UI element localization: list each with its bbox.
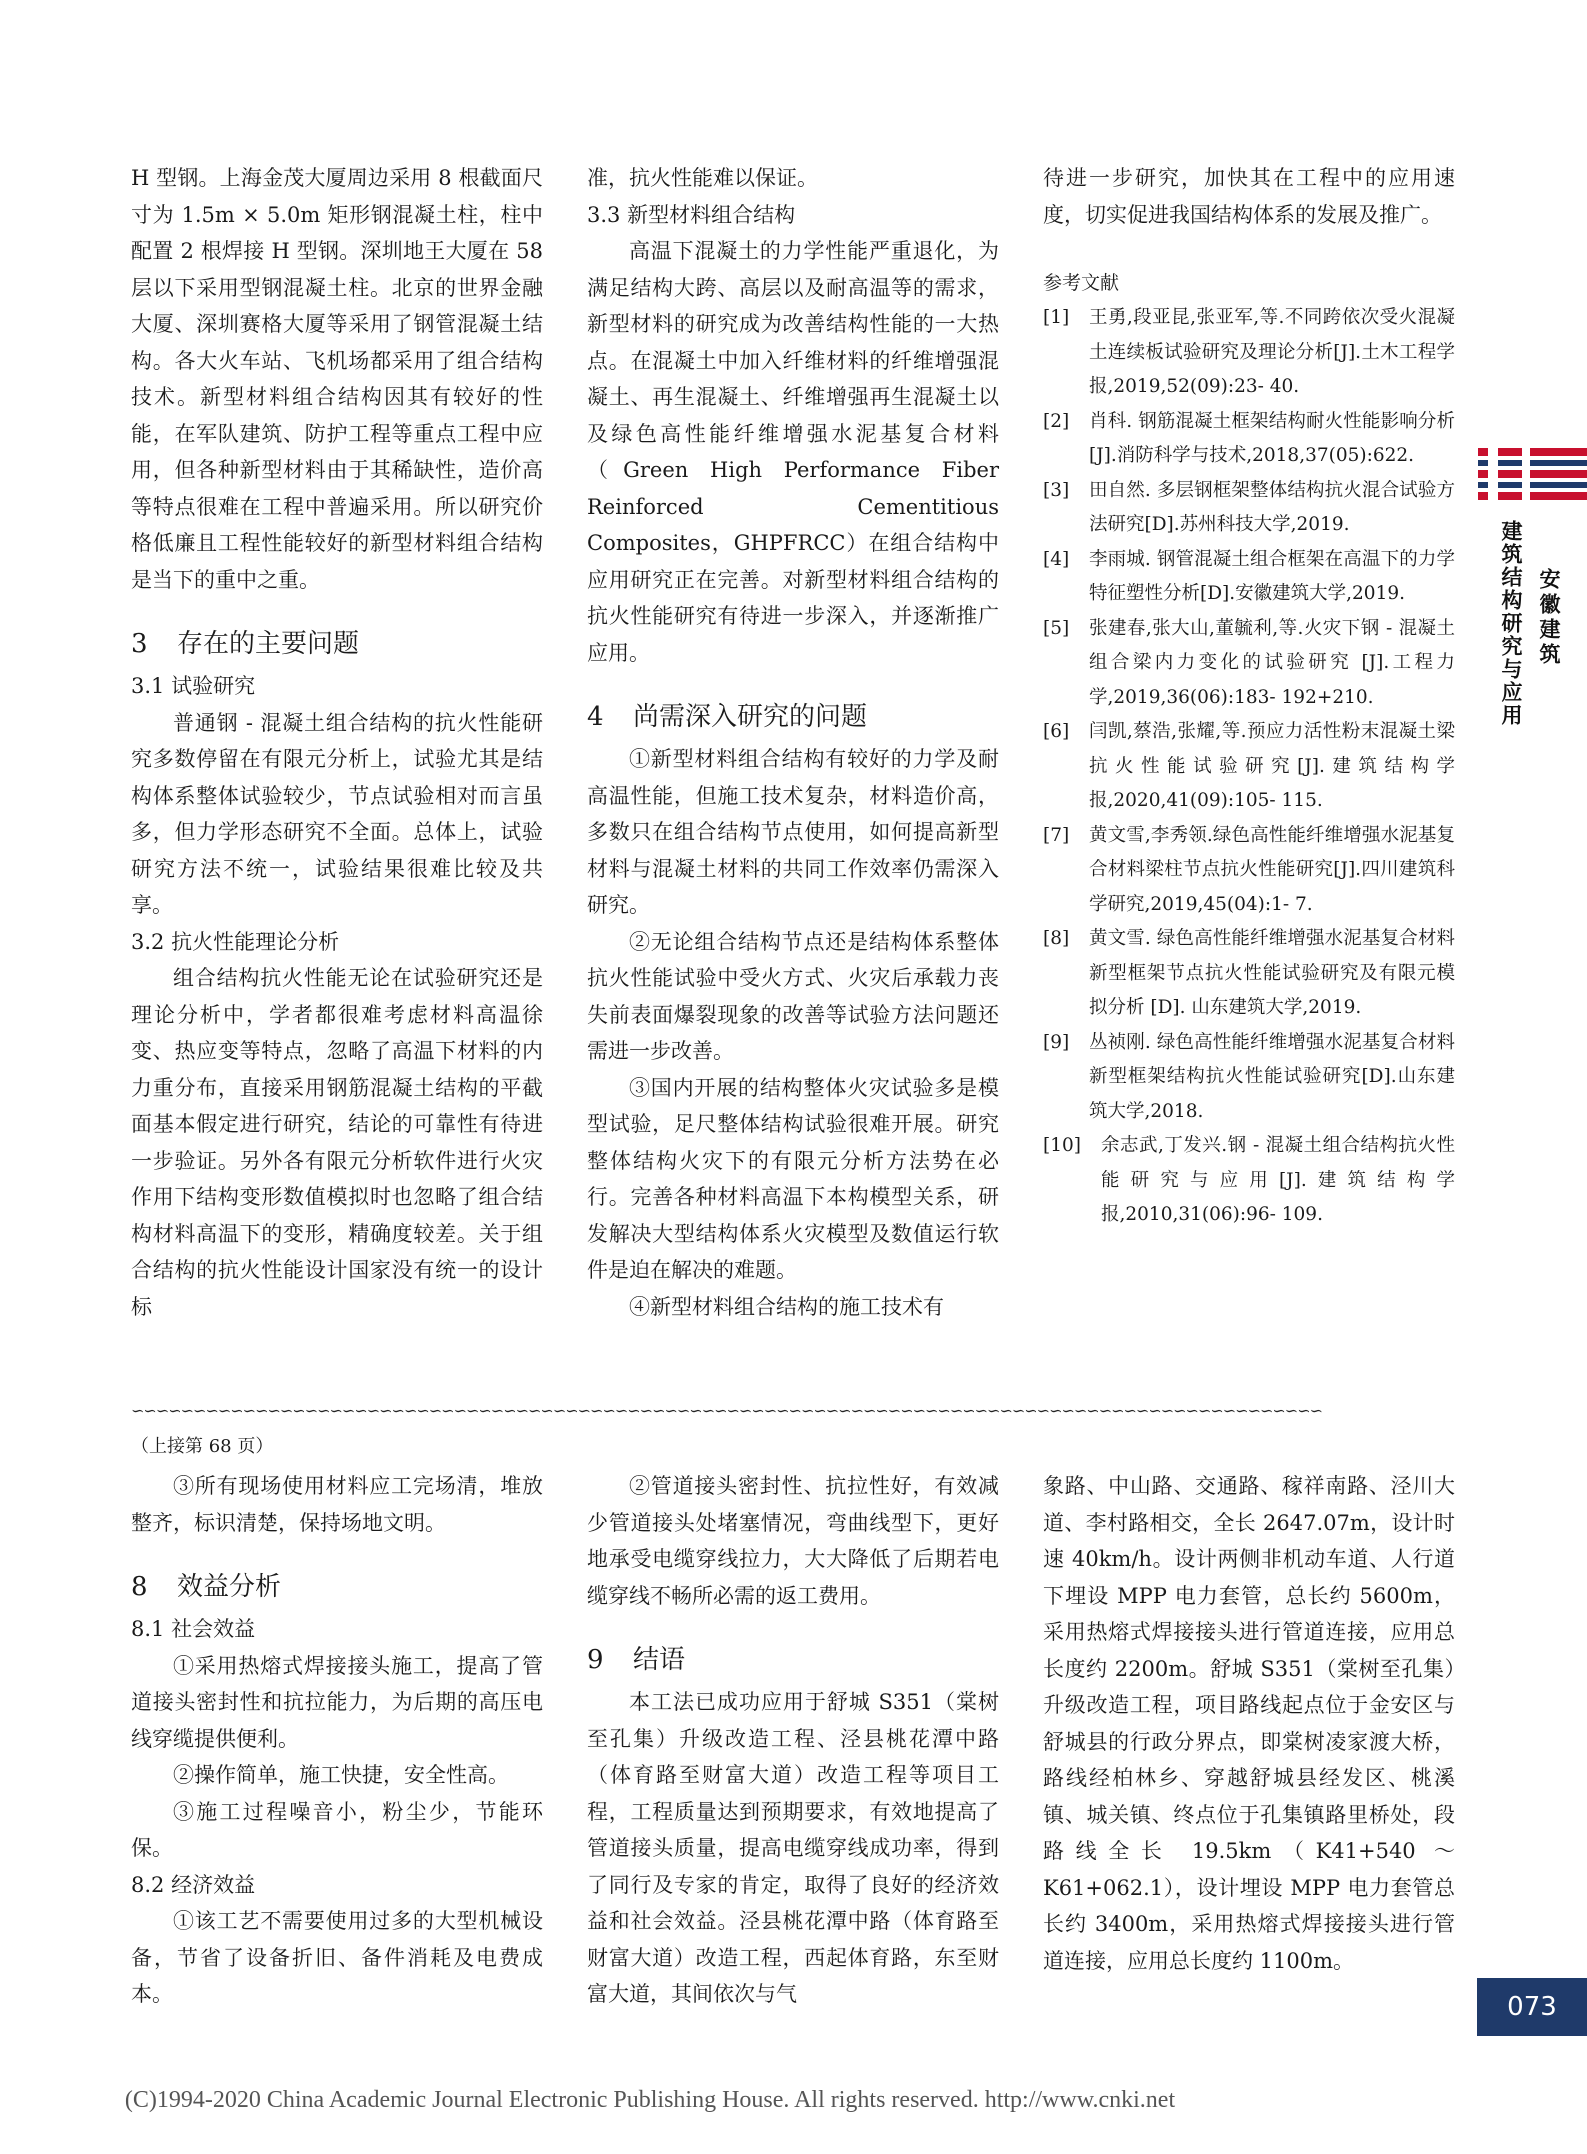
reference-list xyxy=(1043,301,1455,1233)
paragraph: ④新型材料组合结构的施工技术有 xyxy=(629,1294,944,1319)
section-number: 8 xyxy=(131,1572,148,1602)
subsection-heading: 3.2 抗火性能理论分析 xyxy=(131,929,340,954)
reference-number: [2] xyxy=(1043,410,1070,432)
reference-item xyxy=(1043,474,1455,543)
reference-text: 黄文雪,李秀领.绿色高性能纤维增强水泥基复合材料梁柱节点抗火性能研究[J].四川建筑科学研究,2019,45(04):1- 7. xyxy=(1089,824,1455,915)
section-heading-4 xyxy=(587,697,999,737)
reference-number: [9] xyxy=(1043,1031,1070,1053)
reference-number: [3] xyxy=(1043,479,1070,501)
reference-item xyxy=(1043,1026,1455,1130)
section-heading-3 xyxy=(131,624,543,664)
reference-item xyxy=(1043,819,1455,923)
journal-logo-icon xyxy=(1478,448,1587,504)
paragraph: 待进一步研究，加快其在工程中的应用速度，切实促进我国结构体系的发展及推广。 xyxy=(1043,166,1455,227)
journal-section-title: 建筑结构研究与应用 xyxy=(1499,520,1523,727)
reference-number: [6] xyxy=(1043,721,1070,742)
reference-number: [8] xyxy=(1043,928,1070,949)
reference-number: [4] xyxy=(1043,548,1070,570)
paragraph: ①新型材料组合结构有较好的力学及耐高温性能，但施工技术复杂，材料造价高，多数只在组合结构节点使用，如何提高新型材料与混凝土材料的共同工作效率仍需深入研究。 xyxy=(587,747,999,917)
reference-item xyxy=(1043,715,1455,819)
references-heading: 参考文献 xyxy=(1043,272,1120,294)
reference-number: [5] xyxy=(1043,617,1070,639)
reference-text: 肖科. 钢筋混凝土框架结构耐火性能影响分析[J].消防科学与技术,2018,37(05):622. xyxy=(1089,410,1455,466)
lower-column-1 xyxy=(131,1468,543,2013)
reference-text: 张建春,张大山,董毓利,等.火灾下钢 - 混凝土组合梁内力变化的试验研究 [J].工程力学,2019,36(06):183- 192+210. xyxy=(1089,617,1455,708)
section-number: 3 xyxy=(131,629,148,659)
reference-item xyxy=(1043,543,1455,612)
section-number: 9 xyxy=(587,1645,604,1675)
paragraph: 高温下混凝土的力学性能严重退化，为满足结构大跨、高层以及耐高温等的需求，新型材料的研究成为改善结构性能的一大热点。在混凝土中加入纤维材料的纤维增强混凝土、再生混凝土、纤维增强再生混凝土以及绿色高性能纤维增强水泥基复合材料（Green High Performance Fiber Reinforced Cementitious Composites，GHPFRCC）在组合结构中应用研究正在完善。对新型材料组合结构的抗火性能研究有待进一步深入，并逐渐推广应用。 xyxy=(587,239,999,665)
reference-item xyxy=(1043,922,1455,1026)
column-2 xyxy=(587,160,999,1325)
section-title: 尚需深入研究的问题 xyxy=(633,702,868,732)
continued-note: （上接第 68 页） xyxy=(131,1436,274,1457)
reference-number: [1] xyxy=(1043,307,1070,328)
paragraph: 普通钢 - 混凝土组合结构的抗火性能研究多数停留在有限元分析上，试验尤其是结构体系整体试验较少，节点试验相对而言虽多，但力学形态研究不全面。总体上，试验研究方法不统一，试验结果很难比较及共享。 xyxy=(131,710,543,917)
paragraph: ③所有现场使用材料应工完场清，堆放整齐，标识清楚，保持场地文明。 xyxy=(131,1474,543,1535)
reference-text: 黄文雪. 绿色高性能纤维增强水泥基复合材料新型框架节点抗火性能试验研究及有限元模拟分析 [D]. 山东建筑大学,2019. xyxy=(1089,928,1455,1018)
subsection-heading: 3.1 试验研究 xyxy=(131,674,256,698)
reference-number: [7] xyxy=(1043,824,1070,846)
copyright-footer: (C)1994-2020 China Academic Journal Electronic Publishing House. All rights reserved. http://www.cnki.net xyxy=(124,2087,1176,2113)
paragraph: ②操作简单，施工快捷，安全性高。 xyxy=(173,1763,509,1787)
subsection-heading: 8.2 经济效益 xyxy=(131,1872,256,1897)
reference-item xyxy=(1043,301,1455,405)
paragraph: 准，抗火性能难以保证。 xyxy=(587,166,818,190)
paragraph: ②无论组合结构节点还是结构体系整体抗火性能试验中受火方式、火灾后承载力丧失前表面爆裂现象的改善等试验方法问题还需进一步改善。 xyxy=(587,929,999,1063)
paragraph: 象路、中山路、交通路、稼祥南路、泾川大道、李村路相交，全长 2647.07m，设计时速 40km/h。设计两侧非机动车道、人行道下埋设 MPP 电力套管，总长约 5600m，采用热熔式焊接接头进行管道连接，应用总长度约 2200m。舒城 S351（棠树至孔集）升级改造工程，项目路线起点位于金安区与舒城县的行政分界点，即棠树凌家渡大桥，路线经柏林乡、穿越舒城县经发区、桃溪镇、城关镇、终点位于孔集镇路里桥处，段路线全长 19.5km（K41+540 ～K61+062.1），设计埋设 MPP 电力套管总长约 3400m，采用热熔式焊接接头进行管道连接，应用总长度约 1100m。 xyxy=(1043,1474,1455,1973)
reference-item xyxy=(1043,612,1455,716)
paragraph: ③施工过程噪音小，粉尘少，节能环保。 xyxy=(131,1799,543,1860)
subsection-heading: 3.3 新型材料组合结构 xyxy=(587,202,796,227)
paragraph: ①该工艺不需要使用过多的大型机械设备，节省了设备折旧、备件消耗及电费成本。 xyxy=(131,1909,543,2006)
section-number: 4 xyxy=(587,702,604,732)
paragraph: ①采用热熔式焊接接头施工，提高了管道接头密封性和抗拉能力，为后期的高压电线穿缆提供便利。 xyxy=(131,1653,543,1751)
section-heading-8 xyxy=(131,1567,543,1607)
paragraph: H 型钢。上海金茂大厦周边采用 8 根截面尺寸为 1.5m × 5.0m 矩形钢混凝土柱，柱中配置 2 根焊接 H 型钢。深圳地王大厦在 58 层以下采用型钢混凝土柱。北京的世界金融大厦、深圳赛格大厦等采用了钢管混凝土结构。各大火车站、飞机场都采用了组合结构技术。新型材料组合结构因其有较好的性能，在军队建筑、防护工程等重点工程中应用，但各种新型材料由于其稀缺性，造价高等特点很难在工程中普遍采用。所以研究价格低廉且工程性能较好的新型材料组合结构是当下的重中之重。 xyxy=(131,166,543,592)
ornamental-divider: ∽∽∽∽∽∽∽∽∽∽∽∽∽∽∽∽∽∽∽∽∽∽∽∽∽∽∽∽∽∽∽∽∽∽∽∽∽∽∽∽∽∽∽∽∽∽∽∽∽∽∽∽∽∽∽∽∽∽∽∽∽∽∽∽∽∽∽∽∽∽∽∽∽∽∽∽∽∽∽∽∽∽∽∽∽∽∽∽∽∽∽∽∽∽∽∽ xyxy=(131,1402,1322,1420)
reference-text: 田自然. 多层钢框架整体结构抗火混合试验方法研究[D].苏州科技大学,2019. xyxy=(1089,479,1455,535)
section-title: 结语 xyxy=(633,1645,686,1675)
section-title: 存在的主要问题 xyxy=(177,629,360,659)
section-title: 效益分析 xyxy=(177,1572,282,1602)
reference-item xyxy=(1043,405,1455,474)
paragraph: ②管道接头密封性、抗拉性好，有效减少管道接头处堵塞情况，弯曲线型下，更好地承受电缆穿线拉力，大大降低了后期若电缆穿线不畅所必需的返工费用。 xyxy=(587,1474,999,1608)
reference-text: 闫凯,蔡浩,张耀,等.预应力活性粉末混凝土梁抗火性能试验研究[J].建筑结构学报,2020,41(09):105- 115. xyxy=(1089,721,1455,811)
lower-column-2 xyxy=(587,1468,999,2013)
reference-item xyxy=(1043,1129,1455,1233)
lower-column-3 xyxy=(1043,1468,1455,1979)
reference-text: 李雨城. 钢管混凝土组合框架在高温下的力学特征塑性分析[D].安徽建筑大学,2019. xyxy=(1089,548,1455,604)
paragraph: 本工法已成功应用于舒城 S351（棠树至孔集）升级改造工程、泾县桃花潭中路（体育路至财富大道）改造工程等项目工程，工程质量达到预期要求，有效地提高了管道接头质量，提高电缆穿线成功率，得到了同行及专家的肯定，取得了良好的经济效益和社会效益。泾县桃花潭中路（体育路至财富大道）改造工程，西起体育路，东至财富大道，其间依次与气 xyxy=(587,1690,999,2006)
journal-brand: 安徽建筑 xyxy=(1537,568,1561,668)
reference-text: 丛祯刚. 绿色高性能纤维增强水泥基复合材料新型框架结构抗火性能试验研究[D].山东建筑大学,2018. xyxy=(1089,1031,1455,1122)
reference-number: [10] xyxy=(1043,1135,1081,1156)
reference-text: 余志武,丁发兴.钢 - 混凝土组合结构抗火性能研究与应用[J].建筑结构学报,2010,31(06):96- 109. xyxy=(1101,1135,1455,1225)
page-number: 073 xyxy=(1477,1978,1587,2036)
paragraph: ③国内开展的结构整体火灾试验多是模型试验，足尺整体结构试验很难开展。研究整体结构火灾下的有限元分析方法势在必行。完善各种材料高温下本构模型关系，研发解决大型结构体系火灾模型及数值运行软件是迫在解决的难题。 xyxy=(587,1075,999,1282)
reference-text: 王勇,段亚昆,张亚军,等.不同跨依次受火混凝土连续板试验研究及理论分析[J].土木工程学报,2019,52(09):23- 40. xyxy=(1089,307,1455,397)
section-heading-9 xyxy=(587,1640,999,1680)
paragraph: 组合结构抗火性能无论在试验研究还是理论分析中，学者都很难考虑材料高温徐变、热应变等特点，忽略了高温下材料的内力重分布，直接采用钢筋混凝土结构的平截面基本假定进行研究，结论的可靠性有待进一步验证。另外各有限元分析软件进行火灾作用下结构变形数值模拟时也忽略了组合结构材料高温下的变形，精确度较差。关于组合结构的抗火性能设计国家没有统一的设计标 xyxy=(131,966,543,1319)
column-3 xyxy=(1043,160,1455,1233)
subsection-heading: 8.1 社会效益 xyxy=(131,1617,256,1641)
column-1 xyxy=(131,160,543,1325)
